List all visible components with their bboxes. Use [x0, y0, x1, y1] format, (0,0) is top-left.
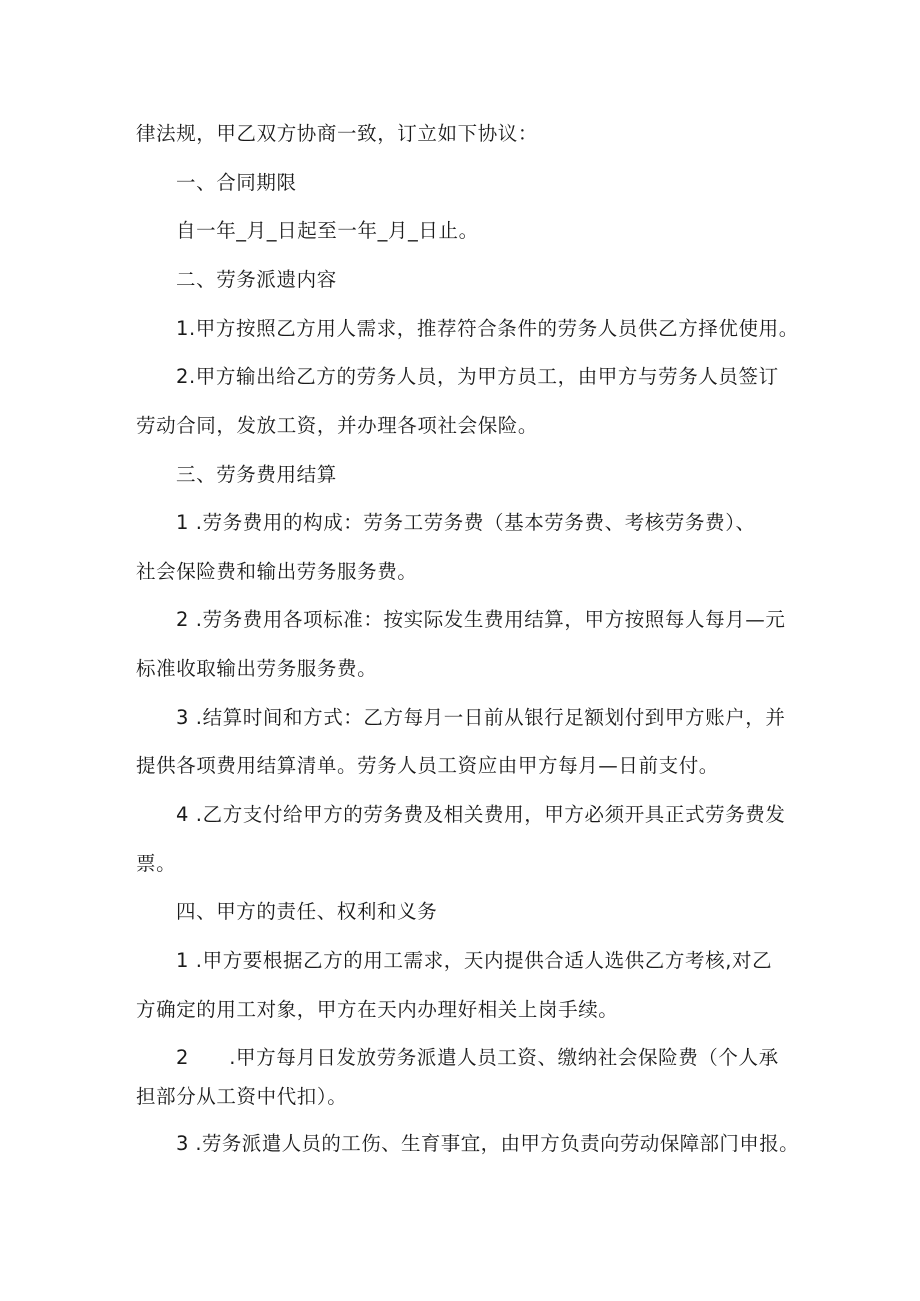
text-line: 提供各项费用结算清单。劳务人员工资应由甲方每月—日前支付。 [136, 754, 719, 777]
text-line: 2 .甲方每月日发放劳务派遣人员工资、缴纳社会保险费（个人承 [176, 1046, 779, 1069]
section-heading: 二、劳务派遗内容 [176, 268, 337, 291]
text-line: 1.甲方按照乙方用人需求，推荐符合条件的劳务人员供乙方择优使用。 [176, 317, 799, 340]
text-line: 4 .乙方支付给甲方的劳务费及相关费用，甲方必须开具正式劳务费发 [176, 803, 786, 826]
text-line: 1 .劳务费用的构成：劳务工劳务费（基本劳务费、考核劳务费）、 [176, 511, 756, 534]
text-line: 3 .结算时间和方式：乙方每月一日前从银行足额划付到甲方账户，并 [176, 706, 786, 729]
text-line: 担部分从工资中代扣）。 [136, 1085, 348, 1108]
text-line: 2 .劳务费用各项标准：按实际发生费用结算，甲方按照每人每月—元 [176, 608, 786, 631]
text-line: 方确定的用工对象，甲方在天内办理好相关上岗手续。 [136, 998, 619, 1021]
section-heading: 一、合同期限 [176, 171, 297, 194]
text-line: 1 .甲方要根据乙方的用工需求，天内提供合适人选供乙方考核,对乙 [176, 949, 773, 972]
section-heading: 三、劳务费用结算 [176, 463, 337, 486]
text-line: 2.甲方输出给乙方的劳务人员，为甲方员工，由甲方与劳务人员签订 [176, 365, 779, 388]
text-line: 社会保险费和输出劳务服务费。 [136, 560, 418, 583]
section-heading: 四、甲方的责任、权利和义务 [176, 900, 438, 923]
text-line: 3 .劳务派遣人员的工伤、生育事宜，由甲方负责向劳动保障部门申报。 [176, 1132, 800, 1155]
text-line: 律法规，甲乙双方协商一致，订立如下协议： [136, 122, 539, 145]
text-line: 劳动合同，发放工资，并办理各项社会保险。 [136, 414, 539, 437]
text-line: 标准收取输出劳务服务费。 [136, 657, 378, 680]
text-line: 票。 [136, 852, 177, 875]
text-line: 自一年_月_日起至一年_月_日止。 [176, 219, 479, 242]
